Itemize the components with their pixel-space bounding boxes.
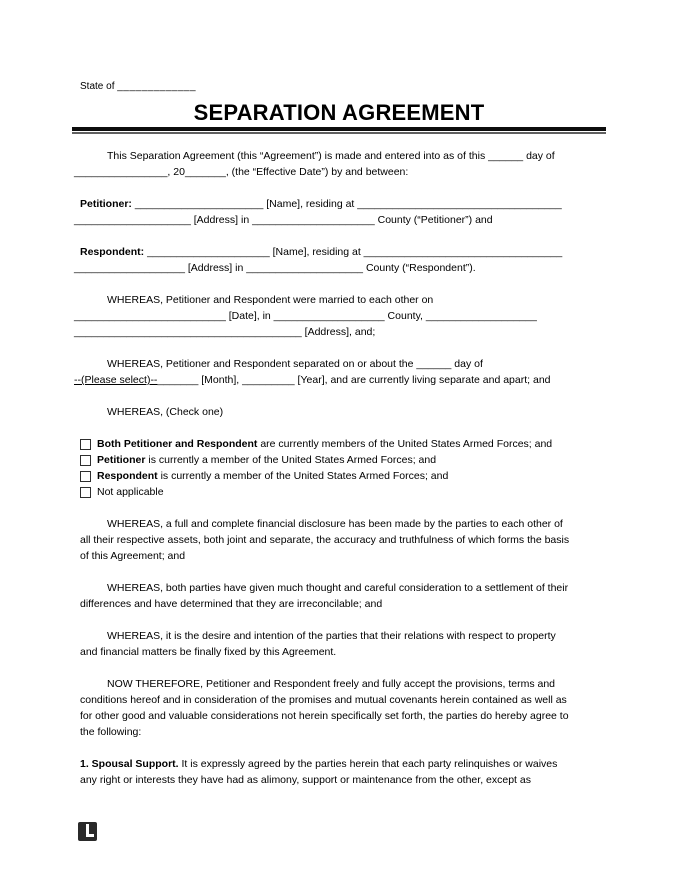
text-segment: __________________________ [Date], in ___________________ County, ___________________ <box>74 310 537 322</box>
text-segment: is currently a member of the United States Armed Forces; and <box>145 454 437 466</box>
text-line <box>80 772 608 788</box>
text-line <box>74 324 608 340</box>
text-segment: _______________________________________ [Address], and; <box>74 326 376 338</box>
text-segment: WHEREAS, both parties have given much thought and careful consideration to a settlement of their <box>107 582 569 594</box>
text-segment: WHEREAS, Petitioner and Respondent separated on or about the ______ day of <box>107 358 483 370</box>
text-line <box>80 292 608 308</box>
text-segment: ______________________ [Name], residing at ___________________________________ <box>131 198 562 210</box>
checklist-item <box>80 468 608 484</box>
text-line <box>80 708 608 724</box>
letter-l-icon <box>86 824 94 837</box>
text-line <box>80 756 608 772</box>
text-line <box>80 724 608 740</box>
checkbox-icon[interactable] <box>80 455 91 466</box>
text-segment: are currently members of the United States Armed Forces; and <box>257 438 553 450</box>
text-line <box>80 404 608 420</box>
text-line <box>80 516 608 532</box>
paragraph-irreconcilable <box>80 580 608 612</box>
text-segment: WHEREAS, a full and complete financial disclosure has been made by the parties to each other of <box>107 518 563 530</box>
paragraph-petitioner <box>74 196 608 228</box>
legal-templates-logo <box>78 822 97 841</box>
text-segment: Petitioner <box>97 454 146 466</box>
text-segment: This Separation Agreement (this “Agreement”) is made and entered into as of this ______ day of <box>107 150 555 162</box>
paragraph-spousal-support <box>80 756 608 788</box>
text-line <box>80 644 608 660</box>
text-segment: _______ [Month], _________ [Year], and are currently living separate and apart; and <box>157 374 551 386</box>
document-body <box>74 148 608 788</box>
text-line <box>74 212 608 228</box>
state-of-blank: _____________ <box>117 81 197 92</box>
text-segment: any right or interests they have had as alimony, support or maintenance from the other, except as <box>80 774 531 786</box>
checklist-armed-forces <box>80 436 608 500</box>
text-line <box>80 596 608 612</box>
month-select[interactable]: --(Please select)-- <box>74 374 158 386</box>
text-line <box>80 244 608 260</box>
paragraph-intro <box>74 148 608 180</box>
text-segment: Both Petitioner and Respondent <box>97 438 258 450</box>
text-line <box>74 260 608 276</box>
checklist-item <box>80 436 608 452</box>
text-segment: ________________, 20_______, (the “Effective Date”) by and between: <box>74 166 409 178</box>
paragraph-intention <box>80 628 608 660</box>
text-segment: WHEREAS, it is the desire and intention of the parties that their relations with respect to property <box>107 630 556 642</box>
checkbox-icon[interactable] <box>80 471 91 482</box>
text-segment: WHEREAS, Petitioner and Respondent were married to each other on <box>107 294 434 306</box>
text-line <box>80 532 608 548</box>
paragraph-check-one <box>80 404 608 420</box>
text-line <box>80 628 608 644</box>
text-segment: is currently a member of the United States Armed Forces; and <box>157 470 449 482</box>
text-line <box>80 580 608 596</box>
text-segment: 1. Spousal Support. <box>80 758 179 770</box>
checklist-item-label <box>97 452 436 468</box>
text-line <box>74 372 608 388</box>
text-line <box>80 692 608 708</box>
text-segment: conditions hereof and in consideration of the promises and mutual covenants herein contained as well as <box>80 694 567 706</box>
checklist-item-label <box>97 468 448 484</box>
state-of-label: State of <box>80 81 115 92</box>
text-segment: NOW THEREFORE, Petitioner and Respondent freely and fully accept the provisions, terms and <box>107 678 556 690</box>
checklist-item <box>80 452 608 468</box>
text-segment: It is expressly agreed by the parties herein that each party relinquishes or waives <box>178 758 558 770</box>
text-segment: and financial matters be finally fixed by this Agreement. <box>80 646 337 658</box>
text-segment: all their respective assets, both joint and separate, the accuracy and truthfulness of which forms the basis <box>80 534 570 546</box>
text-segment: of this Agreement; and <box>80 550 186 562</box>
checkbox-icon[interactable] <box>80 487 91 498</box>
title-rule <box>72 127 606 134</box>
text-segment: Not applicable <box>97 486 164 498</box>
text-segment: ____________________ [Address] in _____________________ County (“Petitioner”) and <box>74 214 493 226</box>
checklist-item-label <box>97 484 164 500</box>
text-line <box>80 356 608 372</box>
checkbox-icon[interactable] <box>80 439 91 450</box>
text-segment: for other good and valuable considerations not herein specifically set forth, the parties do hereby agree to <box>80 710 569 722</box>
paragraph-separation <box>74 356 608 388</box>
text-line <box>74 164 608 180</box>
text-segment: the following: <box>80 726 142 738</box>
text-segment: Petitioner: <box>80 198 132 210</box>
paragraph-marriage <box>74 292 608 340</box>
state-of-line <box>80 81 196 93</box>
text-line <box>80 676 608 692</box>
paragraph-financial-disclosure <box>80 516 608 564</box>
paragraph-now-therefore <box>80 676 608 740</box>
text-line <box>80 196 608 212</box>
text-segment: differences and have determined that they are irreconcilable; and <box>80 598 383 610</box>
text-line <box>80 548 608 564</box>
text-segment: _____________________ [Name], residing at __________________________________ <box>144 246 563 258</box>
text-line <box>80 148 608 164</box>
page-title: SEPARATION AGREEMENT <box>193 100 485 125</box>
checklist-item-label <box>97 436 552 452</box>
text-line <box>74 308 608 324</box>
text-segment: ___________________ [Address] in ____________________ County (“Respondent”). <box>74 262 476 274</box>
text-segment: WHEREAS, (Check one) <box>107 406 224 418</box>
checklist-item <box>80 484 608 500</box>
text-segment: Respondent: <box>80 246 145 258</box>
paragraph-respondent <box>74 244 608 276</box>
text-segment: Respondent <box>97 470 158 482</box>
